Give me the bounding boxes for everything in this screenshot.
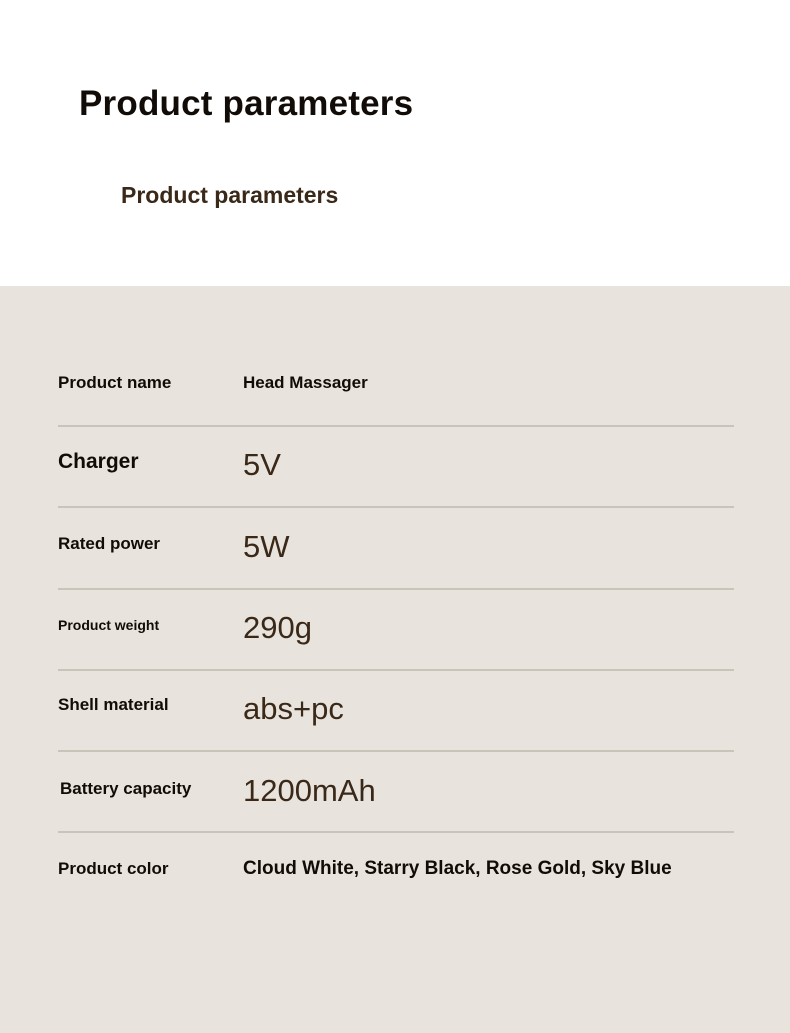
param-label: Battery capacity bbox=[60, 779, 192, 798]
param-row-product-name bbox=[58, 363, 734, 403]
row-divider bbox=[58, 750, 734, 752]
param-row-battery-capacity bbox=[58, 771, 734, 811]
param-row-product-color bbox=[58, 849, 734, 889]
row-divider bbox=[58, 669, 734, 671]
row-divider bbox=[58, 506, 734, 508]
row-divider bbox=[58, 831, 734, 833]
param-value: 290g bbox=[243, 610, 312, 645]
param-label: Product name bbox=[58, 373, 172, 392]
param-row-shell-material bbox=[58, 689, 734, 729]
header-section bbox=[0, 0, 790, 286]
param-value: 5V bbox=[243, 447, 281, 482]
param-label: Shell material bbox=[58, 695, 169, 714]
param-value: Head Massager bbox=[243, 373, 368, 392]
param-label: Product weight bbox=[58, 617, 160, 633]
param-value: abs+pc bbox=[243, 691, 344, 726]
page-subtitle: Product parameters bbox=[121, 182, 339, 208]
row-divider bbox=[58, 425, 734, 427]
param-row-rated-power bbox=[58, 527, 734, 567]
param-value: Cloud White, Starry Black, Rose Gold, Sky Blue bbox=[243, 858, 672, 879]
param-row-charger bbox=[58, 445, 734, 485]
param-row-product-weight bbox=[58, 608, 734, 648]
page-title: Product parameters bbox=[79, 84, 414, 123]
param-value: 1200mAh bbox=[243, 773, 376, 808]
param-label: Rated power bbox=[58, 534, 161, 553]
param-value: 5W bbox=[243, 529, 290, 564]
row-divider bbox=[58, 588, 734, 590]
param-label: Charger bbox=[58, 450, 139, 473]
param-label: Product color bbox=[58, 859, 169, 878]
